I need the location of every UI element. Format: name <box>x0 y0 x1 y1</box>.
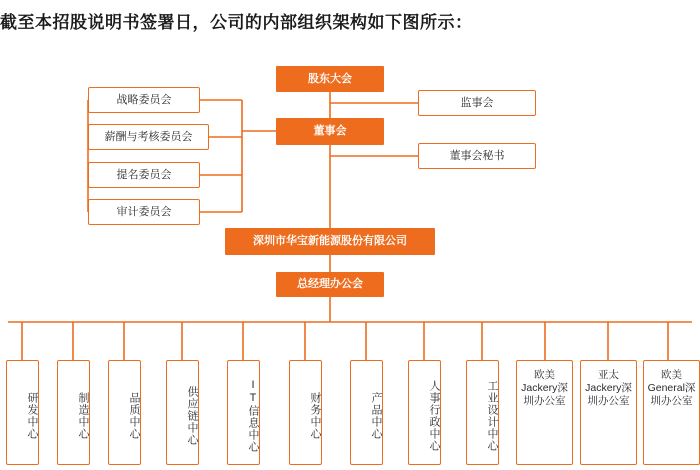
dept-quality-center[interactable]: 品质中心 <box>108 360 141 465</box>
dept-jackery-europe-americas-office[interactable]: 欧美Jackery深圳办公室 <box>516 360 573 465</box>
node-gm-office[interactable]: 总经理办公会 <box>276 272 384 297</box>
dept-jackery-asia-pacific-office[interactable]: 亚太Jackery深圳办公室 <box>580 360 637 465</box>
dept-it-center[interactable]: IT信息中心 <box>227 360 260 465</box>
node-board-secretary[interactable]: 董事会秘书 <box>418 143 536 169</box>
dept-hr-admin-center[interactable]: 人事行政中心 <box>408 360 441 465</box>
node-strategy-committee[interactable]: 战略委员会 <box>88 87 200 113</box>
node-company[interactable]: 深圳市华宝新能源股份有限公司 <box>225 228 435 255</box>
dept-rd-center[interactable]: 研发中心 <box>6 360 39 465</box>
node-remuneration-committee[interactable]: 薪酬与考核委员会 <box>88 124 209 150</box>
node-shareholders-meeting[interactable]: 股东大会 <box>276 66 384 92</box>
node-nomination-committee[interactable]: 提名委员会 <box>88 162 200 188</box>
page-title: 截至本招股说明书签署日，公司的内部组织架构如下图所示： <box>0 13 473 32</box>
node-supervisory-board[interactable]: 监事会 <box>418 90 536 116</box>
dept-general-europe-americas-office[interactable]: 欧美General深圳办公室 <box>643 360 700 465</box>
node-audit-committee[interactable]: 审计委员会 <box>88 199 200 225</box>
dept-supply-chain-center[interactable]: 供应链中心 <box>166 360 199 465</box>
dept-product-center[interactable]: 产品中心 <box>350 360 383 465</box>
node-board-of-directors[interactable]: 董事会 <box>276 118 384 145</box>
dept-industrial-design-center[interactable]: 工业设计中心 <box>466 360 499 465</box>
dept-finance-center[interactable]: 财务中心 <box>289 360 322 465</box>
dept-manufacturing-center[interactable]: 制造中心 <box>57 360 90 465</box>
